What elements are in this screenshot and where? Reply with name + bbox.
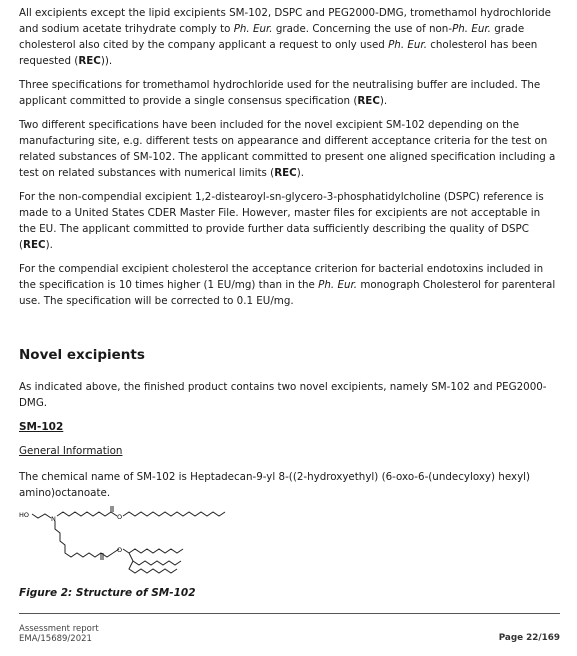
footer-reference-number: EMA/15689/2021: [19, 634, 92, 644]
page-number: Page 22/169: [498, 633, 560, 643]
paragraph-tromethamol-specifications: Three specifications for tromethamol hydrochloride used for the neutralising buffer are included. The applicant committed to provide a single consensus specification (REC).: [19, 79, 541, 107]
sm102-structure-figure: [19, 505, 239, 585]
footer-divider: [19, 613, 560, 614]
hydroxyl-label: HO: [19, 511, 30, 519]
paragraph-dspc-master-file: For the non-compendial excipient 1,2-distearoyl-sn-glycero-3-phosphatidylcholine (DSPC) reference is made to a United States CDER Master File. However, master files for excipients are not acceptable in the EU. The applicant committed to provide further data sufficiently describing the quality of DSPC (REC).: [19, 191, 544, 251]
paragraph-cholesterol-endotoxins: For the compendial excipient cholesterol the acceptance criterion for bacterial endotoxins included in the specification is 10 times higher (1 EU/mg) than in the Ph. Eur. monograph Cholesterol for parenteral use. The specification will be corrected to 0.1 EU/mg.: [19, 263, 556, 307]
footer-document-type: Assessment report: [19, 624, 99, 634]
paragraph-excipients-compliance: All excipients except the lipid excipients SM-102, DSPC and PEG2000-DMG, tromethamol hydrochloride and sodium acetate trihydrate comply to Ph. Eur. grade. Concerning the use of non-Ph. Eur. grade cholesterol also cited by the company applicant a request to only used Ph. Eur. cholesterol has been requested (REC)).: [19, 7, 551, 67]
paragraph-novel-excipients-intro: As indicated above, the finished product contains two novel excipients, namely SM-102 and PEG2000-DMG.: [19, 381, 547, 409]
subsection-heading-sm102: SM-102: [19, 421, 64, 433]
figure-caption: Figure 2: Structure of SM-102: [19, 587, 196, 599]
ester-oxygen-label-1: O: [117, 513, 123, 521]
nitrogen-label: N: [51, 515, 56, 523]
paragraph-sm102-specifications: Two different specifications have been included for the novel excipient SM-102 depending on the manufacturing site, e.g. different tests on appearance and different acceptance criteria for the test on related substances of SM-102. The applicant committed to present one aligned specification including a test on related substances with numerical limits (REC).: [19, 119, 556, 179]
paragraph-chemical-name: The chemical name of SM-102 is Heptadecan-9-yl 8-((2-hydroxyethyl) (6-oxo-6-(undecyloxy) hexyl) amino)octanoate.: [19, 471, 531, 499]
subsubsection-heading-general-information: General Information: [19, 445, 123, 457]
ester-oxygen-label-2: O: [117, 546, 123, 554]
section-heading-novel-excipients: Novel excipients: [19, 347, 145, 363]
